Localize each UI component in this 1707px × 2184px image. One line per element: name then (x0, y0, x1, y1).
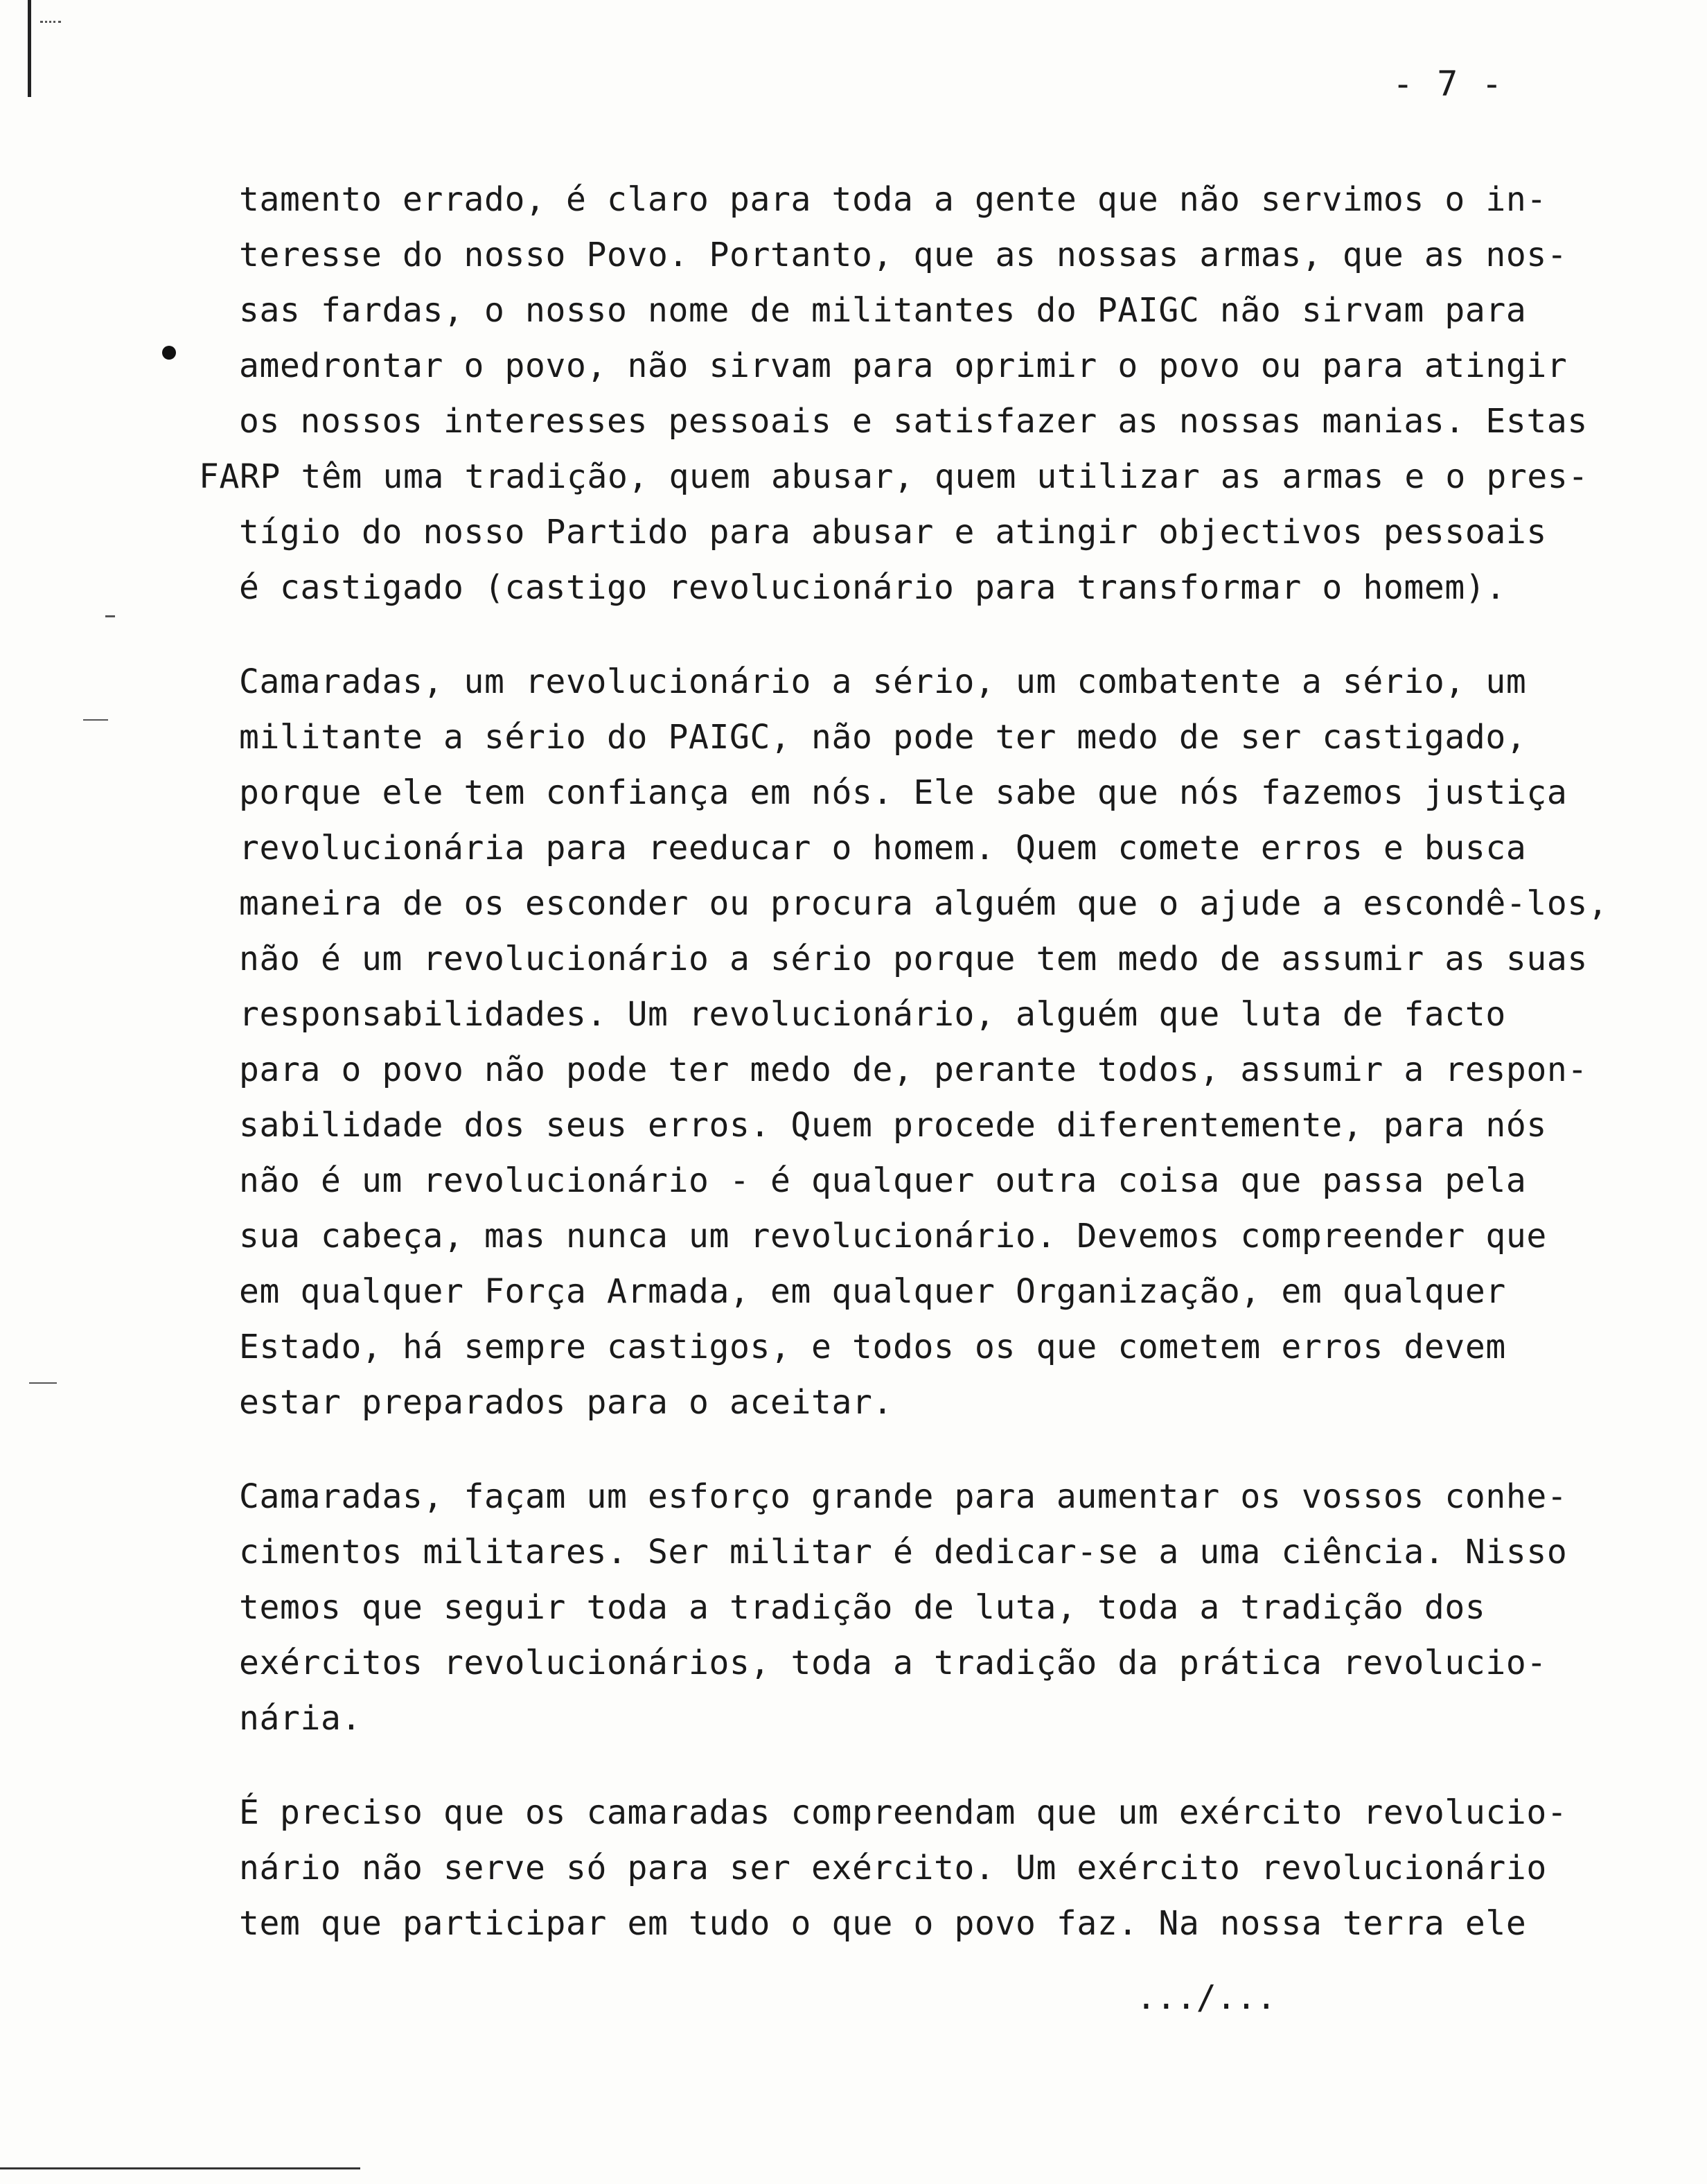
paragraph-2 (239, 654, 1609, 1430)
text-line: não é um revolucionário a sério porque tem medo de assumir as suas (239, 940, 1588, 978)
text-line: temos que seguir toda a tradição de luta, toda a tradição dos (239, 1588, 1486, 1627)
paragraph-1 (199, 172, 1597, 615)
paragraph-4 (239, 1785, 1597, 1951)
text-line: é castigado (castigo revolucionário para transformar o homem). (239, 568, 1506, 607)
text-line: Estado, há sempre castigos, e todos os que cometem erros devem (239, 1328, 1506, 1366)
page-number: - 7 - (1392, 64, 1504, 104)
text-line: tamento errado, é claro para toda a gente que não servimos o in- (239, 180, 1547, 219)
body-text (199, 172, 1609, 1990)
text-line: tígio do nosso Partido para abusar e atingir objectivos pessoais (239, 513, 1547, 552)
margin-tick (83, 719, 108, 721)
text-line: porque ele tem confiança em nós. Ele sabe que nós fazemos justiça (239, 773, 1568, 812)
text-line: tem que participar em tudo o que o povo faz. Na nossa terra ele (239, 1904, 1527, 1943)
margin-bullet (162, 346, 176, 360)
text-line: exércitos revolucionários, toda a tradição da prática revolucio- (239, 1644, 1547, 1682)
text-line: É preciso que os camaradas compreendam que um exército revolucio- (239, 1793, 1568, 1832)
text-line: militante a sério do PAIGC, não pode ter medo de ser castigado, (239, 718, 1527, 757)
text-line: nária. (239, 1699, 362, 1738)
text-line: Camaradas, façam um esforço grande para aumentar os vossos conhe- (239, 1477, 1568, 1516)
text-line: em qualquer Força Armada, em qualquer Organização, em qualquer (239, 1272, 1506, 1311)
text-line: sua cabeça, mas nunca um revolucionário. Devemos compreender que (239, 1217, 1547, 1256)
binding-dots (40, 21, 61, 44)
text-line: revolucionária para reeducar o homem. Quem comete erros e busca (239, 829, 1527, 868)
text-line: maneira de os esconder ou procura alguém que o ajude a escondê-los, (239, 884, 1609, 923)
binding-mark (28, 0, 31, 97)
text-line: teresse do nosso Povo. Portanto, que as nossas armas, que as nos- (239, 236, 1568, 274)
text-line: sas fardas, o nosso nome de militantes do PAIGC não sirvam para (239, 291, 1527, 330)
text-line: responsabilidades. Um revolucionário, alguém que luta de facto (239, 995, 1506, 1034)
margin-tick (29, 1382, 57, 1384)
margin-tick (105, 615, 115, 617)
text-line: nário não serve só para ser exército. Um exército revolucionário (239, 1849, 1547, 1887)
text-line: FARP têm uma tradição, quem abusar, quem utilizar as armas e o pres- (199, 457, 1589, 496)
continuation-mark: .../... (1136, 1978, 1277, 2017)
text-line: amedrontar o povo, não sirvam para oprimir o povo ou para atingir (239, 346, 1568, 385)
text-line: sabilidade dos seus erros. Quem procede diferentemente, para nós (239, 1106, 1547, 1145)
text-line: os nossos interesses pessoais e satisfazer as nossas manias. Estas (239, 402, 1588, 441)
text-line: não é um revolucionário - é qualquer outra coisa que passa pela (239, 1161, 1527, 1200)
paragraph-3 (239, 1469, 1597, 1746)
text-line: estar preparados para o aceitar. (239, 1383, 893, 1422)
text-line: para o povo não pode ter medo de, perante todos, assumir a respon- (239, 1050, 1588, 1089)
text-line: cimentos militares. Ser militar é dedicar-se a uma ciência. Nisso (239, 1533, 1568, 1571)
footer-rule (0, 2167, 360, 2169)
text-line: Camaradas, um revolucionário a sério, um combatente a sério, um (239, 662, 1527, 701)
